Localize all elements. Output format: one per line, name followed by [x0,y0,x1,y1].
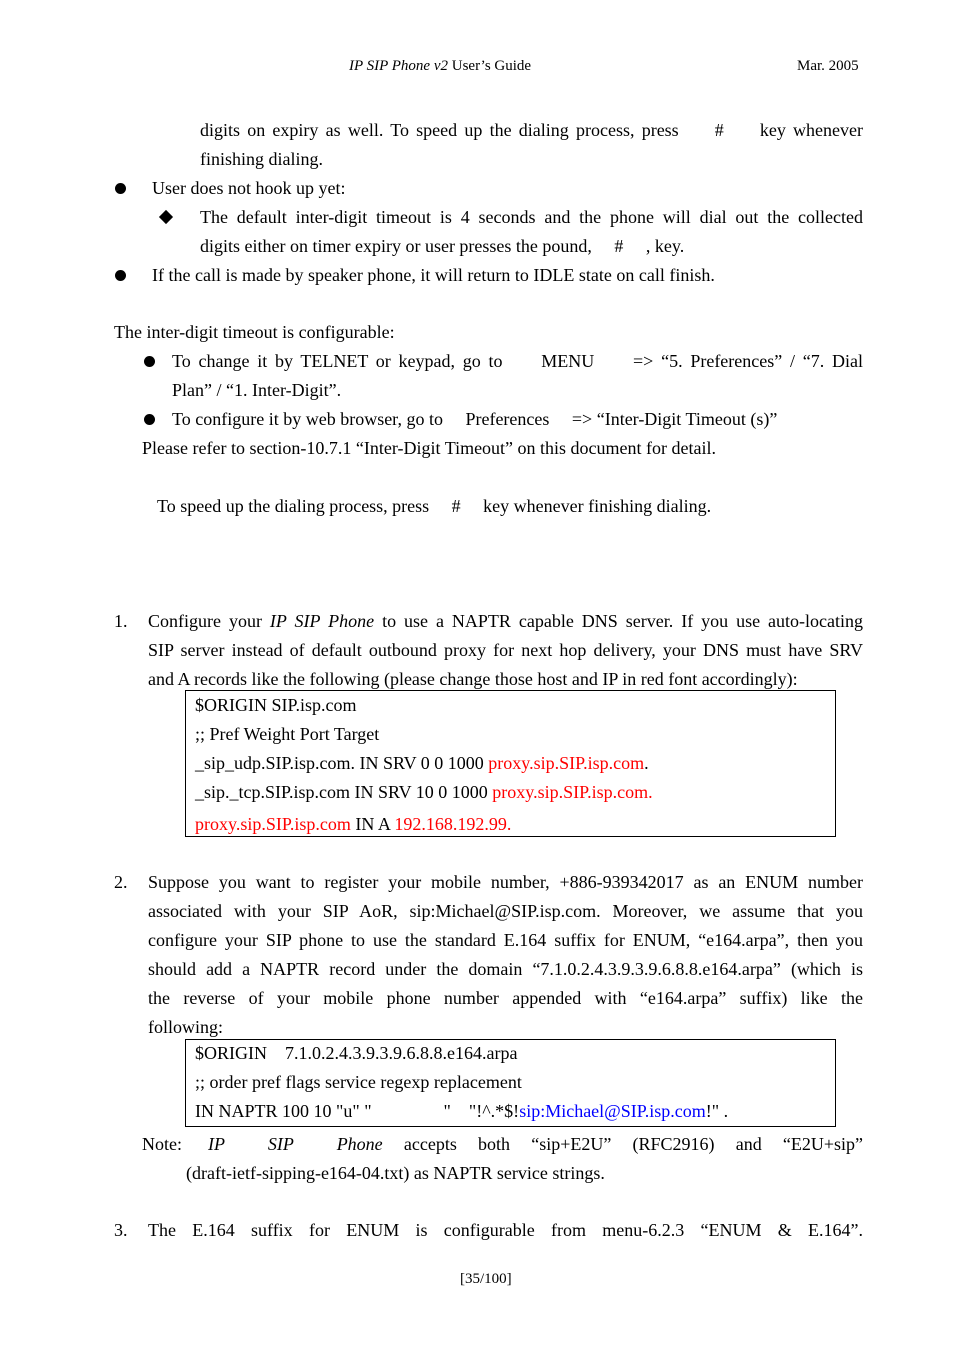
list-number: 1. [114,611,128,631]
page-number: [35/100] [460,1271,512,1287]
code-line: $ORIGIN SIP.isp.com [195,695,357,715]
text-line: To configure it by web browser, go to Preferences => “Inter-Digit Timeout (s)” [172,409,778,429]
text-line: (draft-ietf-sipping-e164-04.txt) as NAPTR service strings. [186,1163,605,1183]
text-line: digits either on timer expiry or user presses the pound, # , key. [200,236,685,256]
text-line: the reverse of your mobile phone number appended with “e164.arpa” suffix) like the [148,988,863,1008]
code-line: ;; Pref Weight Port Target [195,724,380,744]
text-line: User does not hook up yet: [152,178,346,198]
code-line: proxy.sip.SIP.isp.com IN A 192.168.192.99. [195,814,512,834]
note-label: Note: [142,1134,182,1154]
text-line: configure your SIP phone to use the standard E.164 suffix for ENUM, “e164.arpa”, then you [148,930,863,950]
text-line: The default inter-digit timeout is 4 seconds and the phone will dial out the collected [200,207,863,227]
text-line: associated with your SIP AoR, sip:Michael@SIP.isp.com. Moreover, we assume that you [148,901,863,921]
code-line: _sip_udp.SIP.isp.com. IN SRV 0 0 1000 proxy.sip.SIP.isp.com. [195,753,649,773]
code-line: $ORIGIN 7.1.0.2.4.3.9.3.9.6.8.8.e164.arpa [195,1043,518,1063]
list-number: 2. [114,872,128,892]
text-line: Suppose you want to register your mobile number, +886-939342017 as an ENUM number [148,872,863,892]
text-line: To speed up the dialing process, press # key whenever finishing dialing. [157,496,712,516]
text-line: finishing dialing. [200,149,323,169]
text-line: If the call is made by speaker phone, it will return to IDLE state on call finish. [152,265,715,285]
text-line: should add a NAPTR record under the domain “7.1.0.2.4.3.9.3.9.6.8.8.e164.arpa” (which is [148,959,863,979]
diamond-bullet-icon [159,210,173,224]
list-number: 3. [114,1220,128,1240]
text-line: Configure your IP SIP Phone to use a NAPTR capable DNS server. If you use auto-locating [148,611,864,631]
running-header-date: Mar. 2005 [797,58,859,74]
text-line: SIP server instead of default outbound proxy for next hop delivery, your DNS must have SRV [148,640,863,660]
text-line: Plan” / “1. Inter-Digit”. [172,380,342,400]
bullet-icon [144,414,155,425]
running-header-title: IP SIP Phone v2 User’s Guide [349,58,532,74]
text-line: following: [148,1017,223,1037]
text-line: The inter-digit timeout is configurable: [114,322,395,342]
text-line: IP SIP Phone accepts both “sip+E2U” (RFC2916) and “E2U+sip” [208,1134,864,1154]
code-line: _sip._tcp.SIP.isp.com IN SRV 10 0 1000 proxy.sip.SIP.isp.com. [195,782,653,802]
text-line: and A records like the following (please change those host and IP in red font accordingly): [148,669,798,689]
text-line: Please refer to section-10.7.1 “Inter-Digit Timeout” on this document for detail. [142,438,717,458]
code-line: ;; order pref flags service regexp replacement [195,1072,522,1092]
code-line: IN NAPTR 100 10 "u" " " "!^.*$!sip:Michael@SIP.isp.com!" . [195,1101,729,1121]
bullet-icon [144,356,155,367]
text-line: To change it by TELNET or keypad, go to MENU => “5. Preferences” / “7. Dial [172,351,863,371]
bullet-icon [115,270,126,281]
bullet-icon [115,183,126,194]
text-line: digits on expiry as well. To speed up the dialing process, press # key whenever [200,120,863,140]
text-line: The E.164 suffix for ENUM is configurable from menu-6.2.3 “ENUM & E.164”. [148,1220,863,1240]
